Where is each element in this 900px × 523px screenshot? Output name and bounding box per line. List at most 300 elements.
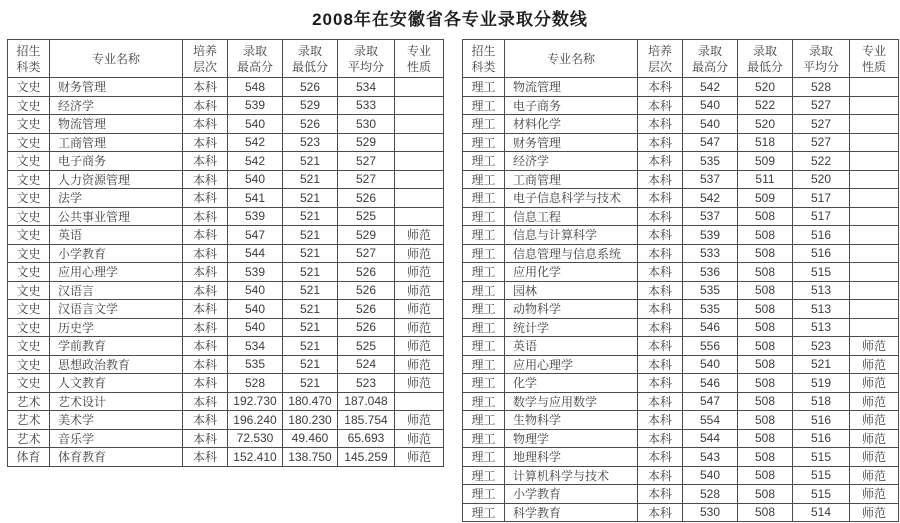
col-header-min-score: 录取 最低分 [283,40,338,78]
cell-level: 本科 [638,337,683,356]
table-row [8,170,444,189]
cell-avg-score: 526 [338,189,395,208]
table-row [463,411,899,430]
cell-category: 理工 [463,152,505,171]
cell-max-score: 540 [683,96,738,115]
cell-min-score: 521 [283,355,338,374]
table-row [463,244,899,263]
cell-major-name: 统计学 [505,318,638,337]
cell-max-score: 530 [683,503,738,522]
cell-category: 文史 [8,133,50,152]
cell-level: 本科 [638,170,683,189]
cell-max-score: 528 [683,485,738,504]
cell-major-name: 人文教育 [50,374,183,393]
table-row [463,226,899,245]
cell-avg-score: 524 [338,355,395,374]
cell-category: 理工 [463,133,505,152]
cell-avg-score: 527 [793,96,850,115]
table-row [8,411,444,430]
table-row [463,152,899,171]
cell-avg-score: 522 [793,152,850,171]
cell-level: 本科 [183,78,228,97]
page-title: 2008年在安徽省各专业录取分数线 [312,10,588,29]
cell-max-score: 546 [683,374,738,393]
cell-max-score: 554 [683,411,738,430]
cell-avg-score: 65.693 [338,429,395,448]
cell-nature: 师范 [395,374,444,393]
cell-nature: 师范 [395,318,444,337]
cell-avg-score: 515 [793,263,850,282]
cell-min-score: 521 [283,152,338,171]
cell-avg-score: 514 [793,503,850,522]
cell-level: 本科 [183,152,228,171]
cell-min-score: 521 [283,226,338,245]
cell-category: 理工 [463,170,505,189]
cell-min-score: 180.230 [283,411,338,430]
cell-category: 理工 [463,429,505,448]
cell-max-score: 542 [228,133,283,152]
cell-category: 文史 [8,263,50,282]
cell-nature: 师范 [850,503,899,522]
table-row [463,355,899,374]
table-row [8,300,444,319]
cell-min-score: 508 [738,337,793,356]
cell-max-score: 540 [683,466,738,485]
cell-max-score: 544 [683,429,738,448]
cell-nature: 师范 [395,263,444,282]
cell-nature: 师范 [395,411,444,430]
cell-avg-score: 516 [793,226,850,245]
cell-nature: 师范 [850,392,899,411]
cell-major-name: 物理学 [505,429,638,448]
cell-category: 理工 [463,300,505,319]
cell-avg-score: 527 [338,170,395,189]
cell-category: 文史 [8,78,50,97]
table-row [463,429,899,448]
cell-avg-score: 526 [338,263,395,282]
cell-major-name: 财务管理 [50,78,183,97]
cell-major-name: 计算机科学与技术 [505,466,638,485]
col-header-level: 培养 层次 [638,40,683,78]
cell-category: 理工 [463,355,505,374]
cell-category: 理工 [463,485,505,504]
cell-level: 本科 [638,355,683,374]
table-row [463,300,899,319]
cell-avg-score: 525 [338,207,395,226]
cell-min-score: 509 [738,189,793,208]
cell-min-score: 509 [738,152,793,171]
col-header-max-score: 录取 最高分 [228,40,283,78]
col-header-major-name: 专业名称 [505,40,638,78]
cell-min-score: 526 [283,115,338,134]
cell-major-name: 应用心理学 [50,263,183,282]
cell-max-score: 540 [228,115,283,134]
cell-nature [395,152,444,171]
cell-level: 本科 [638,152,683,171]
cell-min-score: 508 [738,355,793,374]
cell-major-name: 电子信息科学与技术 [505,189,638,208]
cell-max-score: 547 [683,133,738,152]
col-header-major-name: 专业名称 [50,40,183,78]
cell-level: 本科 [183,226,228,245]
cell-major-name: 思想政治教育 [50,355,183,374]
cell-nature: 师范 [395,281,444,300]
cell-nature [850,133,899,152]
cell-level: 本科 [183,337,228,356]
cell-max-score: 542 [683,78,738,97]
table-row [463,78,899,97]
cell-major-name: 汉语言 [50,281,183,300]
cell-nature [850,281,899,300]
cell-max-score: 535 [683,281,738,300]
cell-avg-score: 516 [793,411,850,430]
cell-min-score: 521 [283,244,338,263]
cell-level: 本科 [183,392,228,411]
cell-min-score: 508 [738,429,793,448]
cell-nature [395,78,444,97]
cell-avg-score: 517 [793,189,850,208]
cell-nature: 师范 [850,374,899,393]
cell-max-score: 540 [683,355,738,374]
cell-min-score: 180.470 [283,392,338,411]
cell-category: 理工 [463,281,505,300]
cell-max-score: 528 [228,374,283,393]
cell-level: 本科 [183,448,228,467]
cell-avg-score: 187.048 [338,392,395,411]
cell-min-score: 508 [738,503,793,522]
cell-nature [850,115,899,134]
cell-level: 本科 [183,244,228,263]
cell-min-score: 521 [283,337,338,356]
cell-nature [395,115,444,134]
col-header-max-score: 录取 最高分 [683,40,738,78]
cell-avg-score: 523 [793,337,850,356]
cell-level: 本科 [183,355,228,374]
table-row [8,207,444,226]
table-row [463,485,899,504]
cell-avg-score: 523 [338,374,395,393]
cell-category: 理工 [463,226,505,245]
cell-level: 本科 [638,78,683,97]
cell-avg-score: 529 [338,226,395,245]
cell-min-score: 49.460 [283,429,338,448]
cell-max-score: 540 [228,281,283,300]
cell-major-name: 电子商务 [505,96,638,115]
right-score-table [462,39,899,522]
cell-min-score: 518 [738,133,793,152]
table-row [8,244,444,263]
table-row [463,207,899,226]
cell-major-name: 体育教育 [50,448,183,467]
cell-nature [850,152,899,171]
cell-nature [850,78,899,97]
cell-level: 本科 [638,448,683,467]
cell-major-name: 小学教育 [50,244,183,263]
cell-max-score: 537 [683,207,738,226]
cell-major-name: 信息管理与信息系统 [505,244,638,263]
table-row [8,115,444,134]
cell-category: 文史 [8,96,50,115]
cell-major-name: 人力资源管理 [50,170,183,189]
cell-major-name: 法学 [50,189,183,208]
col-header-avg-score: 录取 平均分 [793,40,850,78]
cell-nature [850,189,899,208]
cell-min-score: 508 [738,207,793,226]
cell-level: 本科 [638,96,683,115]
cell-major-name: 英语 [50,226,183,245]
cell-nature: 师范 [850,355,899,374]
cell-category: 文史 [8,318,50,337]
cell-level: 本科 [638,263,683,282]
cell-avg-score: 515 [793,466,850,485]
cell-category: 理工 [463,115,505,134]
cell-nature: 师范 [850,466,899,485]
cell-nature: 师范 [395,226,444,245]
cell-major-name: 英语 [505,337,638,356]
table-row [463,170,899,189]
cell-avg-score: 525 [338,337,395,356]
table-row [8,96,444,115]
cell-avg-score: 527 [338,244,395,263]
cell-min-score: 520 [738,115,793,134]
cell-nature: 师范 [850,485,899,504]
table-row [8,374,444,393]
left-score-table [7,39,444,467]
table-row [8,263,444,282]
cell-major-name: 美术学 [50,411,183,430]
cell-min-score: 508 [738,318,793,337]
cell-max-score: 534 [228,337,283,356]
cell-min-score: 521 [283,263,338,282]
col-header-level: 培养 层次 [183,40,228,78]
table-row [463,392,899,411]
cell-major-name: 音乐学 [50,429,183,448]
cell-level: 本科 [183,263,228,282]
cell-level: 本科 [638,115,683,134]
cell-nature [850,300,899,319]
cell-min-score: 508 [738,466,793,485]
cell-major-name: 历史学 [50,318,183,337]
col-header-category: 招生 科类 [463,40,505,78]
cell-max-score: 548 [228,78,283,97]
cell-nature: 师范 [850,429,899,448]
cell-major-name: 信息工程 [505,207,638,226]
cell-major-name: 公共事业管理 [50,207,183,226]
cell-min-score: 508 [738,374,793,393]
cell-max-score: 540 [683,115,738,134]
cell-level: 本科 [638,503,683,522]
cell-level: 本科 [183,429,228,448]
cell-min-score: 508 [738,300,793,319]
cell-major-name: 生物科学 [505,411,638,430]
col-header-avg-score: 录取 平均分 [338,40,395,78]
table-row [8,355,444,374]
cell-avg-score: 526 [338,281,395,300]
cell-nature [395,392,444,411]
cell-major-name: 财务管理 [505,133,638,152]
cell-nature [850,207,899,226]
table-row [463,503,899,522]
cell-category: 文史 [8,244,50,263]
cell-level: 本科 [638,281,683,300]
cell-category: 理工 [463,207,505,226]
cell-major-name: 化学 [505,374,638,393]
cell-avg-score: 520 [793,170,850,189]
table-row [8,281,444,300]
cell-major-name: 经济学 [50,96,183,115]
cell-max-score: 535 [683,300,738,319]
cell-major-name: 地理科学 [505,448,638,467]
cell-level: 本科 [638,392,683,411]
cell-avg-score: 515 [793,448,850,467]
cell-nature [395,133,444,152]
cell-major-name: 应用心理学 [505,355,638,374]
cell-level: 本科 [183,189,228,208]
cell-avg-score: 516 [793,244,850,263]
cell-category: 理工 [463,78,505,97]
cell-min-score: 523 [283,133,338,152]
cell-avg-score: 526 [338,318,395,337]
cell-min-score: 526 [283,78,338,97]
cell-level: 本科 [638,189,683,208]
cell-avg-score: 534 [338,78,395,97]
cell-level: 本科 [638,374,683,393]
cell-category: 文史 [8,281,50,300]
cell-avg-score: 513 [793,281,850,300]
cell-max-score: 533 [683,244,738,263]
cell-avg-score: 517 [793,207,850,226]
table-row [8,429,444,448]
cell-level: 本科 [638,411,683,430]
cell-major-name: 信息与计算科学 [505,226,638,245]
right-table-body [463,78,899,522]
cell-category: 理工 [463,466,505,485]
cell-category: 理工 [463,374,505,393]
cell-level: 本科 [183,170,228,189]
cell-max-score: 542 [228,152,283,171]
col-header-nature: 专业 性质 [395,40,444,78]
cell-major-name: 应用化学 [505,263,638,282]
cell-avg-score: 527 [338,152,395,171]
cell-avg-score: 185.754 [338,411,395,430]
cell-max-score: 72.530 [228,429,283,448]
cell-major-name: 园林 [505,281,638,300]
cell-category: 理工 [463,503,505,522]
cell-level: 本科 [183,133,228,152]
table-row [8,152,444,171]
cell-avg-score: 521 [793,355,850,374]
cell-level: 本科 [183,374,228,393]
left-header-row [8,40,444,78]
cell-major-name: 工商管理 [50,133,183,152]
cell-max-score: 539 [228,207,283,226]
cell-min-score: 521 [283,207,338,226]
cell-category: 文史 [8,170,50,189]
cell-category: 理工 [463,411,505,430]
cell-category: 理工 [463,337,505,356]
table-row [8,392,444,411]
cell-min-score: 508 [738,411,793,430]
cell-category: 理工 [463,244,505,263]
cell-max-score: 556 [683,337,738,356]
cell-avg-score: 530 [338,115,395,134]
cell-max-score: 196.240 [228,411,283,430]
cell-category: 文史 [8,226,50,245]
cell-nature [850,318,899,337]
cell-category: 文史 [8,207,50,226]
cell-max-score: 547 [228,226,283,245]
cell-major-name: 数学与应用数学 [505,392,638,411]
cell-min-score: 138.750 [283,448,338,467]
col-header-nature: 专业 性质 [850,40,899,78]
cell-max-score: 546 [683,318,738,337]
cell-level: 本科 [638,207,683,226]
cell-major-name: 动物科学 [505,300,638,319]
cell-level: 本科 [183,300,228,319]
cell-max-score: 535 [228,355,283,374]
cell-nature [395,189,444,208]
cell-min-score: 508 [738,226,793,245]
cell-avg-score: 528 [793,78,850,97]
cell-nature: 师范 [395,448,444,467]
cell-category: 文史 [8,355,50,374]
cell-category: 艺术 [8,429,50,448]
cell-min-score: 522 [738,96,793,115]
cell-min-score: 508 [738,448,793,467]
cell-avg-score: 145.259 [338,448,395,467]
table-row [8,189,444,208]
table-row [463,448,899,467]
cell-min-score: 521 [283,281,338,300]
table-row [8,448,444,467]
cell-nature [850,244,899,263]
cell-level: 本科 [638,485,683,504]
cell-nature: 师范 [850,411,899,430]
cell-category: 理工 [463,96,505,115]
cell-max-score: 540 [228,170,283,189]
cell-nature [395,96,444,115]
cell-nature [850,96,899,115]
cell-category: 文史 [8,374,50,393]
cell-avg-score: 516 [793,429,850,448]
table-row [463,189,899,208]
cell-level: 本科 [638,226,683,245]
cell-major-name: 电子商务 [50,152,183,171]
cell-category: 文史 [8,337,50,356]
cell-max-score: 539 [683,226,738,245]
cell-nature: 师范 [395,300,444,319]
cell-max-score: 541 [228,189,283,208]
cell-level: 本科 [183,207,228,226]
cell-avg-score: 527 [793,133,850,152]
table-row [8,318,444,337]
cell-max-score: 536 [683,263,738,282]
cell-category: 文史 [8,300,50,319]
cell-min-score: 529 [283,96,338,115]
cell-min-score: 508 [738,485,793,504]
cell-major-name: 艺术设计 [50,392,183,411]
cell-avg-score: 515 [793,485,850,504]
cell-min-score: 521 [283,374,338,393]
cell-category: 理工 [463,392,505,411]
cell-max-score: 543 [683,448,738,467]
cell-avg-score: 533 [338,96,395,115]
table-row [8,133,444,152]
cell-level: 本科 [638,133,683,152]
col-header-category: 招生 科类 [8,40,50,78]
col-header-min-score: 录取 最低分 [738,40,793,78]
cell-category: 艺术 [8,411,50,430]
